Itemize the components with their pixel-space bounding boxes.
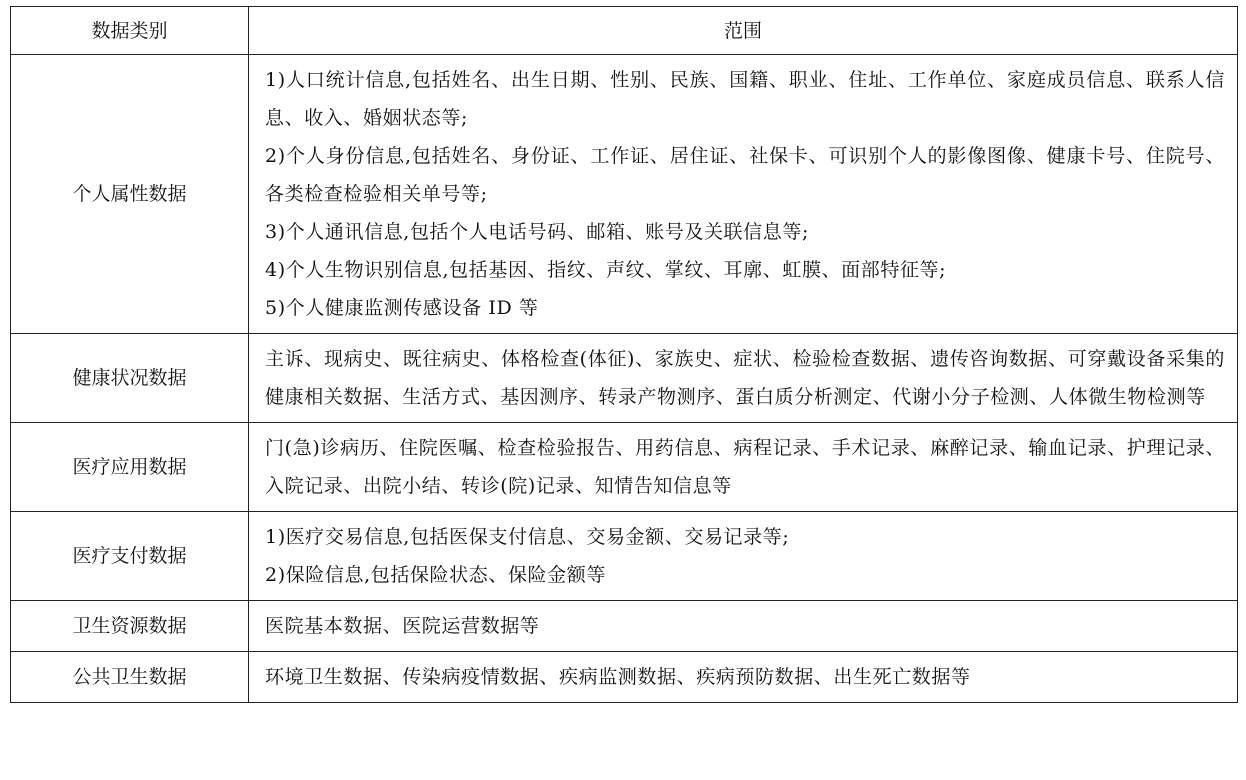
data-category-table <box>10 6 1238 703</box>
scope-line: 1)医疗交易信息,包括医保支付信息、交易金额、交易记录等; <box>265 526 790 548</box>
scope-line: 2)保险信息,包括保险状态、保险金额等 <box>265 564 606 586</box>
scope-cell <box>249 512 1238 601</box>
scope-line: 环境卫生数据、传染病疫情数据、疾病监测数据、疾病预防数据、出生死亡数据等 <box>265 666 971 688</box>
category-cell: 医疗支付数据 <box>11 512 249 601</box>
header-scope: 范围 <box>249 7 1238 55</box>
scope-line: 4)个人生物识别信息,包括基因、指纹、声纹、掌纹、耳廓、虹膜、面部特征等; <box>265 259 947 281</box>
table-row <box>11 423 1238 512</box>
table-row <box>11 55 1238 334</box>
category-cell: 健康状况数据 <box>11 334 249 423</box>
header-row <box>11 7 1238 55</box>
scope-line: 3)个人通讯信息,包括个人电话号码、邮箱、账号及关联信息等; <box>265 221 809 243</box>
header-category: 数据类别 <box>11 7 249 55</box>
scope-cell <box>249 601 1238 652</box>
scope-line: 2)个人身份信息,包括姓名、身份证、工作证、居住证、社保卡、可识别个人的影像图像、健康卡号、住院号、各类检查检验相关单号等; <box>265 145 1225 205</box>
table-row <box>11 334 1238 423</box>
table-row <box>11 652 1238 703</box>
scope-line: 医院基本数据、医院运营数据等 <box>265 615 540 637</box>
category-cell: 医疗应用数据 <box>11 423 249 512</box>
scope-cell <box>249 423 1238 512</box>
table-row <box>11 512 1238 601</box>
scope-cell <box>249 652 1238 703</box>
category-cell: 卫生资源数据 <box>11 601 249 652</box>
category-cell: 公共卫生数据 <box>11 652 249 703</box>
table-row <box>11 601 1238 652</box>
scope-line: 主诉、现病史、既往病史、体格检查(体征)、家族史、症状、检验检查数据、遗传咨询数据、可穿戴设备采集的健康相关数据、生活方式、基因测序、转录产物测序、蛋白质分析测定、代谢小分子检测、人体微生物检测等 <box>265 348 1225 408</box>
scope-line: 门(急)诊病历、住院医嘱、检查检验报告、用药信息、病程记录、手术记录、麻醉记录、输血记录、护理记录、入院记录、出院小结、转诊(院)记录、知情告知信息等 <box>265 437 1225 497</box>
scope-line: 1)人口统计信息,包括姓名、出生日期、性别、民族、国籍、职业、住址、工作单位、家庭成员信息、联系人信息、收入、婚姻状态等; <box>265 69 1225 129</box>
scope-cell <box>249 334 1238 423</box>
category-cell: 个人属性数据 <box>11 55 249 334</box>
scope-cell <box>249 55 1238 334</box>
scope-line: 5)个人健康监测传感设备 ID 等 <box>265 297 539 319</box>
